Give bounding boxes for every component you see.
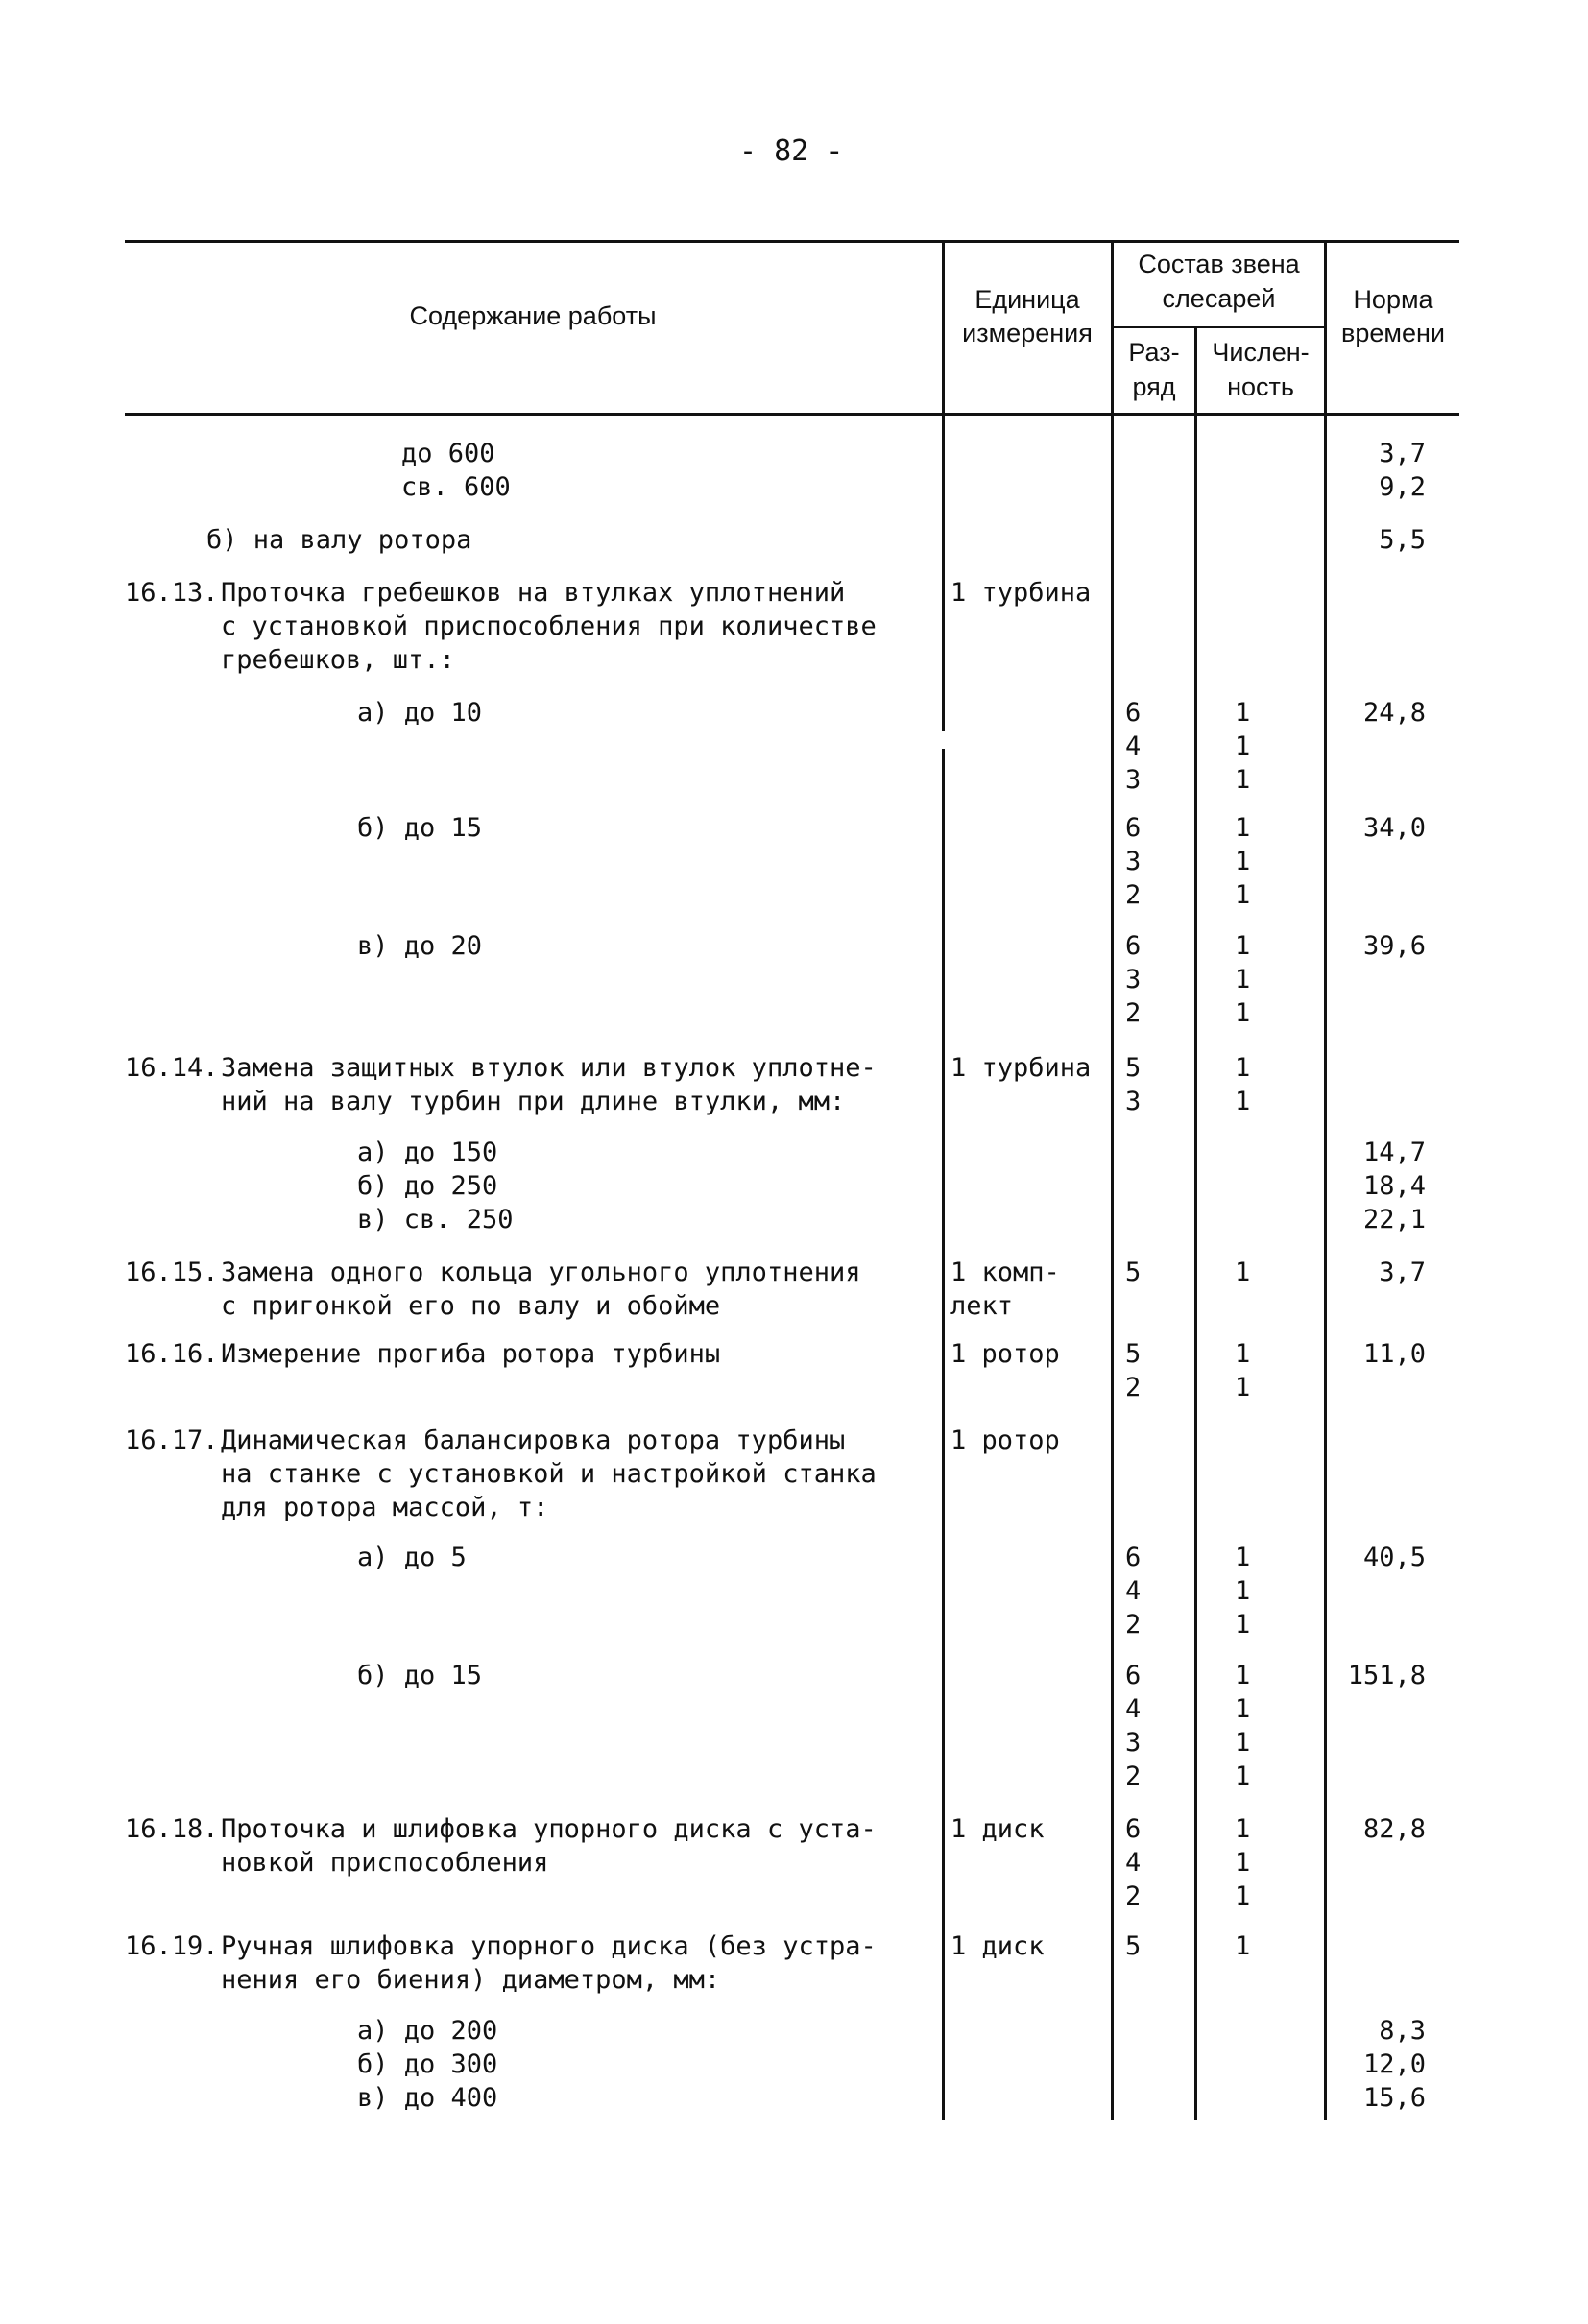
row-text: до 600 [401,439,495,468]
row-text: б) до 250 [357,1171,498,1201]
row-norm: 34,0 [1362,813,1426,843]
grade-cell: 2 [1125,880,1142,910]
unit-cell: 1 турбина [950,1053,1092,1083]
count-cell: 1 [1235,1610,1251,1640]
grade-cell: 3 [1125,965,1142,994]
section-number: 16.15. [125,1258,219,1287]
grade-cell: 3 [1125,847,1142,876]
row-norm: 40,5 [1362,1543,1426,1572]
col-line-3 [1194,326,1197,2120]
count-cell: 1 [1235,1761,1251,1791]
row-text: а) до 10 [357,698,483,728]
grade-cell: 4 [1125,1576,1142,1606]
header-count-2: ность [1227,372,1294,401]
row-norm: 3,7 [1379,1258,1426,1287]
count-cell: 1 [1235,1814,1251,1844]
unit-cell: 1 комп- [950,1258,1060,1287]
row-text: в) до 400 [357,2083,498,2113]
grade-cell: 4 [1125,1848,1142,1878]
grade-cell: 3 [1125,765,1142,795]
count-cell: 1 [1235,813,1251,843]
count-cell: 1 [1235,731,1251,761]
grade-cell: 5 [1125,1931,1142,1961]
row-text: а) до 5 [357,1543,467,1572]
section-text: на станке с установкой и настройкой станка [221,1459,877,1489]
header-unit-1: Единица [974,285,1080,314]
col-line-2 [1111,240,1114,2120]
row-norm: 9,2 [1379,472,1426,502]
section-text: с установкой приспособления при количестве [221,611,877,641]
header-top-rule [125,240,1459,243]
count-cell: 1 [1235,1087,1251,1116]
grade-cell: 5 [1125,1339,1142,1369]
row-text: в) св. 250 [357,1205,514,1234]
section-text: Проточка и шлифовка упорного диска с уста- [221,1814,877,1844]
grade-cell: 6 [1125,1814,1142,1844]
grade-cell: 2 [1125,1761,1142,1791]
grade-cell: 5 [1125,1053,1142,1083]
header-bottom-rule [125,413,1459,416]
row-norm: 14,7 [1362,1138,1426,1167]
count-cell: 1 [1235,1881,1251,1911]
count-cell: 1 [1235,1576,1251,1606]
section-text: Замена защитных втулок или втулок уплотне- [221,1053,877,1083]
count-cell: 1 [1235,880,1251,910]
row-text: а) до 150 [357,1138,498,1167]
section-text: новкой приспособления [221,1848,549,1878]
unit-cell: 1 турбина [950,578,1092,608]
col-line-1b [942,749,945,2120]
unit-cell: 1 диск [950,1814,1045,1844]
count-cell: 1 [1235,1258,1251,1287]
count-cell: 1 [1235,1661,1251,1690]
count-cell: 1 [1235,1728,1251,1758]
grade-cell: 2 [1125,1373,1142,1402]
section-text: с пригонкой его по валу и обойме [221,1291,721,1321]
section-text: Измерение прогиба ротора турбины [221,1339,721,1369]
row-text: св. 600 [401,472,511,502]
header-norm-1: Норма [1353,285,1433,314]
count-cell: 1 [1235,698,1251,728]
section-number: 16.13. [125,578,219,608]
section-text: Динамическая балансировка ротора турбины [221,1426,846,1455]
count-cell: 1 [1235,847,1251,876]
count-cell: 1 [1235,765,1251,795]
section-text: нения его биения) диаметром, мм: [221,1965,721,1995]
section-number: 16.17. [125,1426,219,1455]
row-norm: 3,7 [1379,439,1426,468]
count-cell: 1 [1235,998,1251,1028]
row-norm: 5,5 [1379,525,1426,555]
row-text: б) на валу ротора [206,525,472,555]
row-text: в) до 20 [357,931,483,961]
row-text: б) до 15 [357,813,483,843]
grade-cell: 6 [1125,931,1142,961]
count-cell: 1 [1235,931,1251,961]
section-text: Замена одного кольца угольного уплотнения [221,1258,861,1287]
header-norm-2: времени [1341,319,1445,347]
header-crew-1: Состав звена [1138,250,1300,278]
grade-cell: 5 [1125,1258,1142,1287]
count-cell: 1 [1235,1373,1251,1402]
grade-cell: 4 [1125,731,1142,761]
row-norm: 82,8 [1362,1814,1426,1844]
row-norm: 15,6 [1362,2083,1426,2113]
row-norm: 11,0 [1362,1339,1426,1369]
grade-cell: 6 [1125,1543,1142,1572]
section-number: 16.16. [125,1339,219,1369]
section-text: для ротора массой, т: [221,1493,549,1522]
row-norm: 24,8 [1362,698,1426,728]
row-norm: 18,4 [1362,1171,1426,1201]
count-cell: 1 [1235,1848,1251,1878]
header-content: Содержание работы [409,301,657,330]
section-text: Проточка гребешков на втулках уплотнений [221,578,846,608]
grade-cell: 2 [1125,1610,1142,1640]
section-text: гребешков, шт.: [221,645,455,675]
grade-cell: 6 [1125,813,1142,843]
row-text: б) до 15 [357,1661,483,1690]
row-text: а) до 200 [357,2016,498,2046]
count-cell: 1 [1235,1931,1251,1961]
grade-cell: 4 [1125,1694,1142,1724]
count-cell: 1 [1235,965,1251,994]
grade-cell: 2 [1125,998,1142,1028]
header-unit-2: измерения [962,319,1093,347]
unit-cell: 1 ротор [950,1339,1060,1369]
section-text: ний на валу турбин при длине втулки, мм: [221,1087,846,1116]
row-norm: 39,6 [1362,931,1426,961]
row-norm: 151,8 [1347,1661,1426,1690]
header-grade-2: ряд [1132,372,1176,401]
count-cell: 1 [1235,1694,1251,1724]
row-text: б) до 300 [357,2049,498,2079]
row-norm: 22,1 [1362,1205,1426,1234]
row-norm: 8,3 [1379,2016,1426,2046]
section-number: 16.19. [125,1931,219,1961]
header-count-1: Числен- [1212,338,1310,367]
grade-cell: 6 [1125,1661,1142,1690]
grade-cell: 3 [1125,1087,1142,1116]
col-line-4 [1324,240,1327,2120]
crew-divider-rule [1112,326,1325,328]
unit-cell: 1 ротор [950,1426,1060,1455]
grade-cell: 3 [1125,1728,1142,1758]
page-number: - 82 - [739,134,844,168]
count-cell: 1 [1235,1543,1251,1572]
section-number: 16.14. [125,1053,219,1083]
unit-cell: лект [950,1291,1014,1321]
grade-cell: 6 [1125,698,1142,728]
header-crew-2: слесарей [1162,284,1276,313]
unit-cell: 1 диск [950,1931,1045,1961]
count-cell: 1 [1235,1053,1251,1083]
section-number: 16.18. [125,1814,219,1844]
count-cell: 1 [1235,1339,1251,1369]
row-norm: 12,0 [1362,2049,1426,2079]
header-grade-1: Раз- [1128,338,1180,367]
grade-cell: 2 [1125,1881,1142,1911]
section-text: Ручная шлифовка упорного диска (без устра- [221,1931,877,1961]
